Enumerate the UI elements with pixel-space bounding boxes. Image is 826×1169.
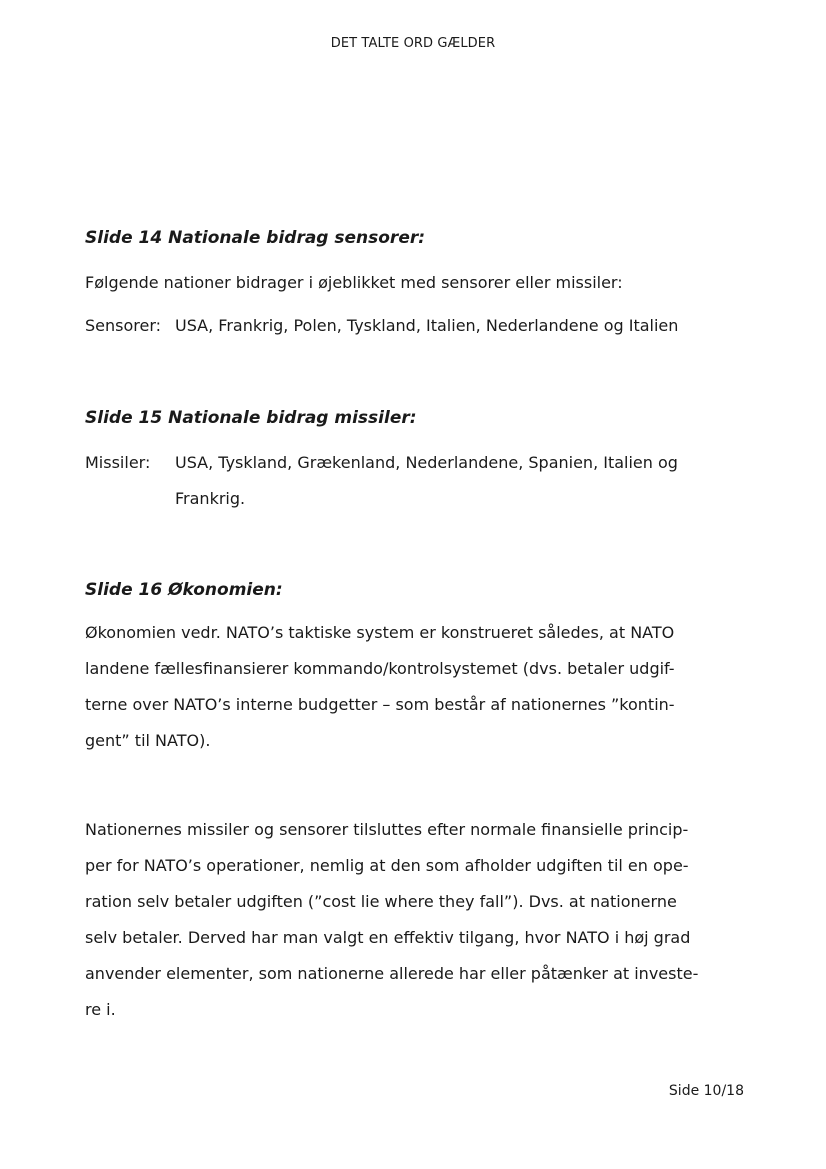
slide-15-heading: Slide 15 Nationale bidrag missiler: xyxy=(85,408,417,428)
page-number: Side 10/18 xyxy=(668,1083,744,1099)
missiles-label: Missiler: xyxy=(85,453,151,472)
economy-paragraph-1 xyxy=(85,615,745,759)
paragraph-line: gent” til NATO). xyxy=(85,731,211,750)
slide-14-intro: Følgende nationer bidrager i øjeblikket med sensorer eller missiler: xyxy=(85,273,623,292)
missiles-row xyxy=(85,445,678,481)
paragraph-line: Nationernes missiler og sensorer tilsluttes efter normale finansielle princip- xyxy=(85,820,689,839)
sensors-value: USA, Frankrig, Polen, Tyskland, Italien, Nederlandene og Italien xyxy=(175,316,679,335)
sensors-label: Sensorer: xyxy=(85,316,162,335)
sensors-row xyxy=(85,308,678,344)
paragraph-line: ration selv betaler udgiften (”cost lie where they fall”). Dvs. at nationerne xyxy=(85,892,677,911)
paragraph-line: Økonomien vedr. NATO’s taktiske system er konstrueret således, at NATO xyxy=(85,623,675,642)
economy-paragraph-2 xyxy=(85,812,745,1028)
paragraph-line: terne over NATO’s interne budgetter – som består af nationernes ”kontin- xyxy=(85,695,675,714)
paragraph-line: anvender elementer, som nationerne allerede har eller påtænker at investe- xyxy=(85,964,699,983)
paragraph-line: landene fællesfinansierer kommando/kontrolsystemet (dvs. betaler udgif- xyxy=(85,659,675,678)
missiles-value-line-1: USA, Tyskland, Grækenland, Nederlandene, Spanien, Italien og xyxy=(175,453,678,472)
slide-16-heading: Slide 16 Økonomien: xyxy=(85,580,283,600)
paragraph-line: per for NATO’s operationer, nemlig at den som afholder udgiften til en ope- xyxy=(85,856,689,875)
missiles-value-line-2: Frankrig. xyxy=(175,489,246,508)
slide-14-heading: Slide 14 Nationale bidrag sensorer: xyxy=(85,228,426,248)
paragraph-line: re i. xyxy=(85,1000,116,1019)
page-header: DET TALTE ORD GÆLDER xyxy=(330,36,496,51)
paragraph-line: selv betaler. Derved har man valgt en effektiv tilgang, hvor NATO i høj grad xyxy=(85,928,691,947)
